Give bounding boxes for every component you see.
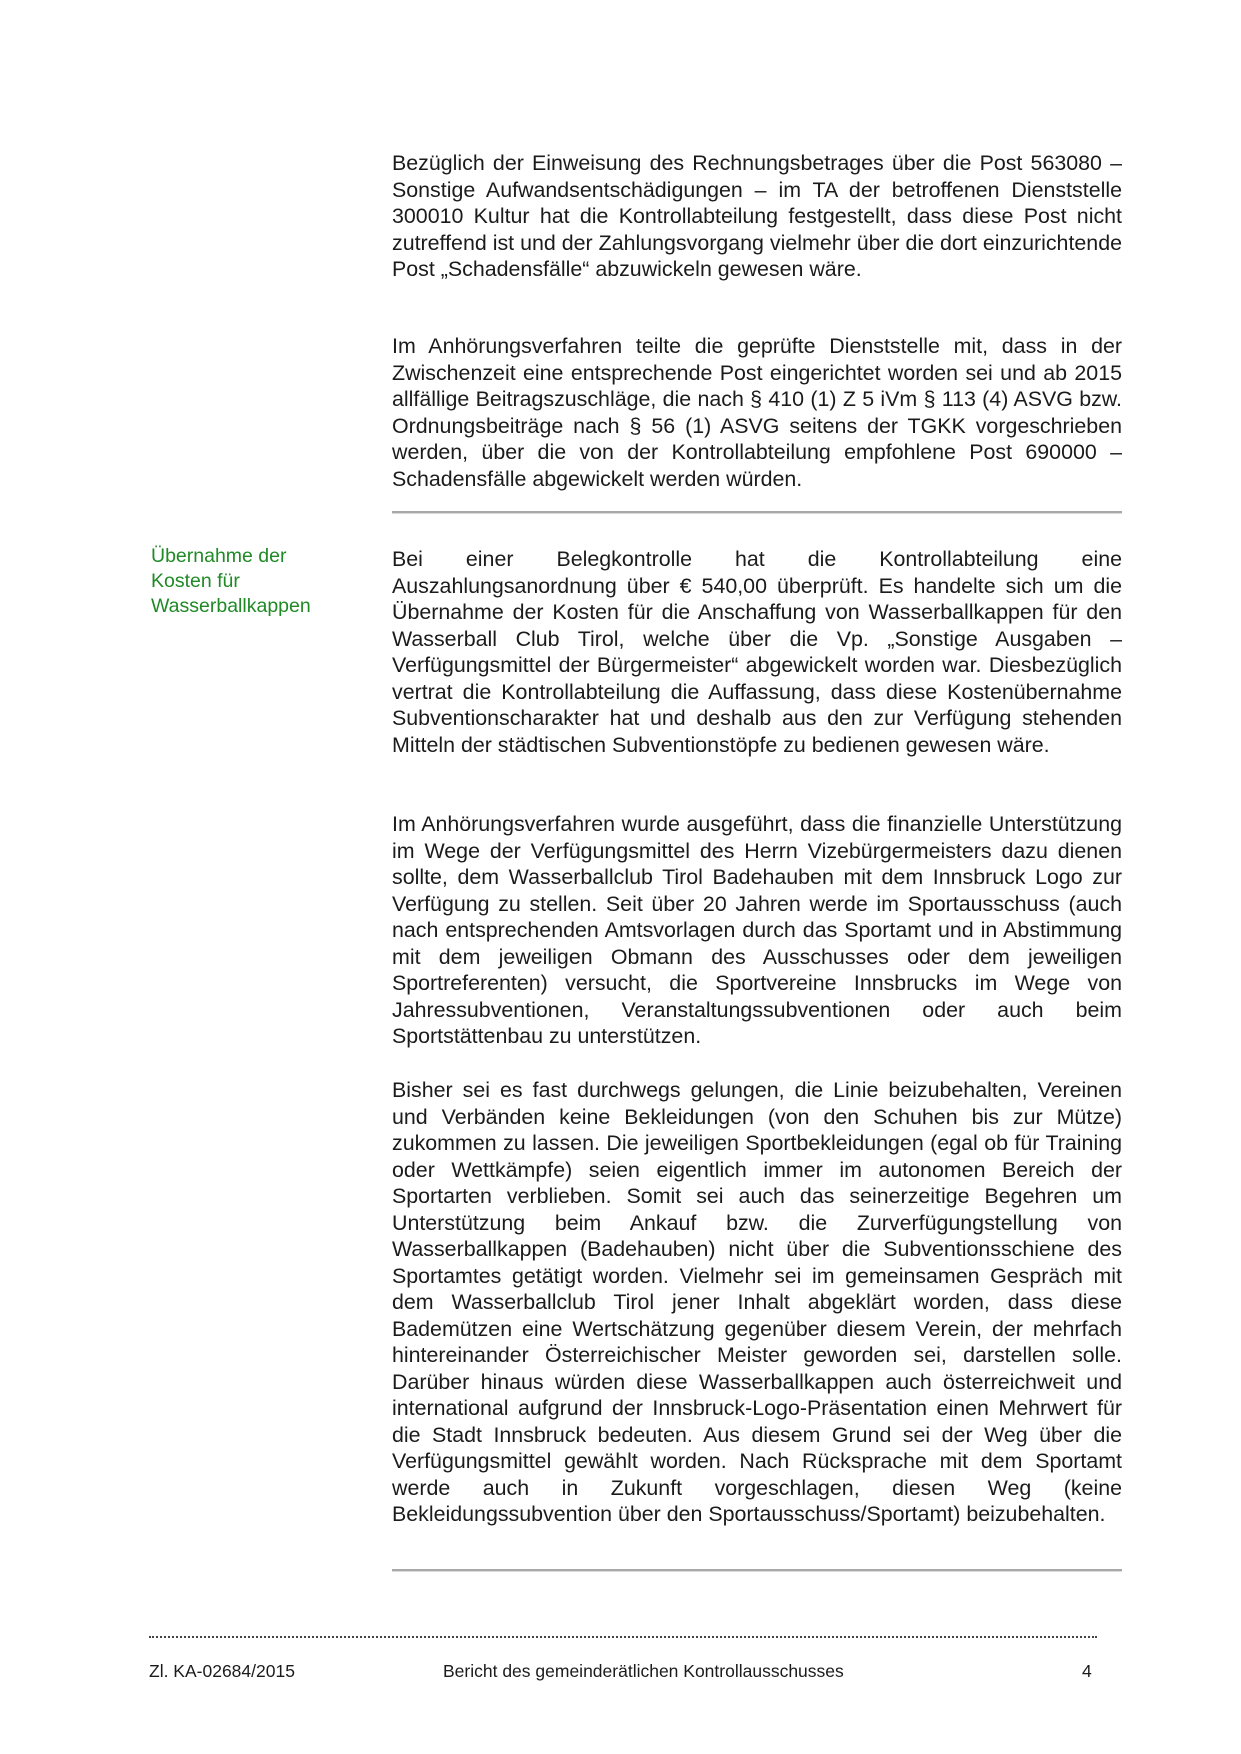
section-divider	[392, 511, 1122, 513]
page-number: 4	[1082, 1661, 1092, 1681]
footer-reference: Zl. KA-02684/2015	[149, 1661, 295, 1681]
paragraph-post-assignment: Bezüglich der Einweisung des Rechnungsbetrages über die Post 563080 – Sonstige Aufwandsentschädigungen – im TA der betroffenen Dienststelle 300010 Kultur hat die Kontrollabteilung festgestellt, dass diese Post nicht zutreffend ist und der Zahlungsvorgang vielmehr über die dort einzurichtende Post „Schadensfälle“ abzuwickeln gewesen wäre.	[392, 151, 1122, 281]
footer-dotted-line	[149, 1636, 1097, 1638]
section-divider	[392, 1569, 1122, 1571]
footer-title: Bericht des gemeinderätlichen Kontrollausschusses	[443, 1661, 844, 1681]
margin-heading: Übernahme der Kosten für Wasserballkappen	[151, 545, 311, 617]
paragraph-voucher-check: Bei einer Belegkontrolle hat die Kontrollabteilung eine Auszahlungsanordnung über € 540,00 überprüft. Es handelte sich um die Übernahme der Kosten für die Anschaffung von Wasserballkappen für den Wasserball Club Tirol, welche über die Vp. „Sonstige Ausgaben – Verfügungsmittel der Bürgermeister“ abgewickelt worden war. Diesbezüglich vertrat die Kontrollabteilung die Auffassung, dass diese Kostenübernahme Subventionscharakter hat und deshalb aus den zur Verfügung stehenden Mitteln der städtischen Subventionstöpfe zu bedienen gewesen wäre.	[392, 547, 1122, 757]
paragraph-hearing-response-1: Im Anhörungsverfahren teilte die geprüfte Dienststelle mit, dass in der Zwischenzeit eine entsprechende Post eingerichtet worden sei und ab 2015 allfällige Beitragszuschläge, die nach § 410 (1) Z 5 iVm § 113 (4) ASVG bzw. Ordnungsbeiträge nach § 56 (1) ASVG seitens der TGKK vorgeschrieben werden, über die von der Kontrollabteilung empfohlene Post 690000 – Schadensfälle abgewickelt werden würden.	[392, 334, 1122, 491]
paragraph-hearing-response-3: Bisher sei es fast durchwegs gelungen, die Linie beizubehalten, Vereinen und Verbänden keine Bekleidungen (von den Schuhen bis zur Mütze) zukommen zu lassen. Die jeweiligen Sportbekleidungen (egal ob für Training oder Wettkämpfe) seien eigentlich immer im autonomen Bereich der Sportarten verblieben. Somit sei auch das seinerzeitige Begehren um Unterstützung beim Ankauf bzw. die Zurverfügungstellung von Wasserballkappen (Badehauben) nicht über die Subventionsschiene des Sportamtes getätigt worden. Vielmehr sei im gemeinsamen Gespräch mit dem Wasserballclub Tirol jener Inhalt abgeklärt worden, dass diese Bademützen eine Wertschätzung gegenüber diesem Verein, der mehrfach hintereinander Österreichischer Meister geworden sei, darstellen solle. Darüber hinaus würden diese Wasserballkappen auch österreichweit und international aufgrund der Innsbruck-Logo-Präsentation einen Mehrwert für die Stadt Innsbruck bedeuten. Aus diesem Grund sei der Weg über die Verfügungsmittel gewählt worden. Nach Rücksprache mit dem Sportamt werde auch in Zukunft vorgeschlagen, diesen Weg (keine Bekleidungssubvention über den Sportausschuss/Sportamt) beizubehalten.	[392, 1078, 1122, 1526]
paragraph-hearing-response-2: Im Anhörungsverfahren wurde ausgeführt, dass die finanzielle Unterstützung im Wege der Verfügungsmittel des Herrn Vizebürgermeisters dazu dienen sollte, dem Wasserballclub Tirol Badehauben mit dem Innsbruck Logo zur Verfügung zu stellen. Seit über 20 Jahren werde im Sportausschuss (auch nach entsprechenden Amtsvorlagen durch das Sportamt und in Abstimmung mit dem jeweiligen Obmann des Ausschusses oder dem jeweiligen Sportreferenten) versucht, die Sportvereine Innsbrucks im Wege von Jahressubventionen, Veranstaltungssubventionen oder auch beim Sportstättenbau zu unterstützen.	[392, 812, 1122, 1048]
